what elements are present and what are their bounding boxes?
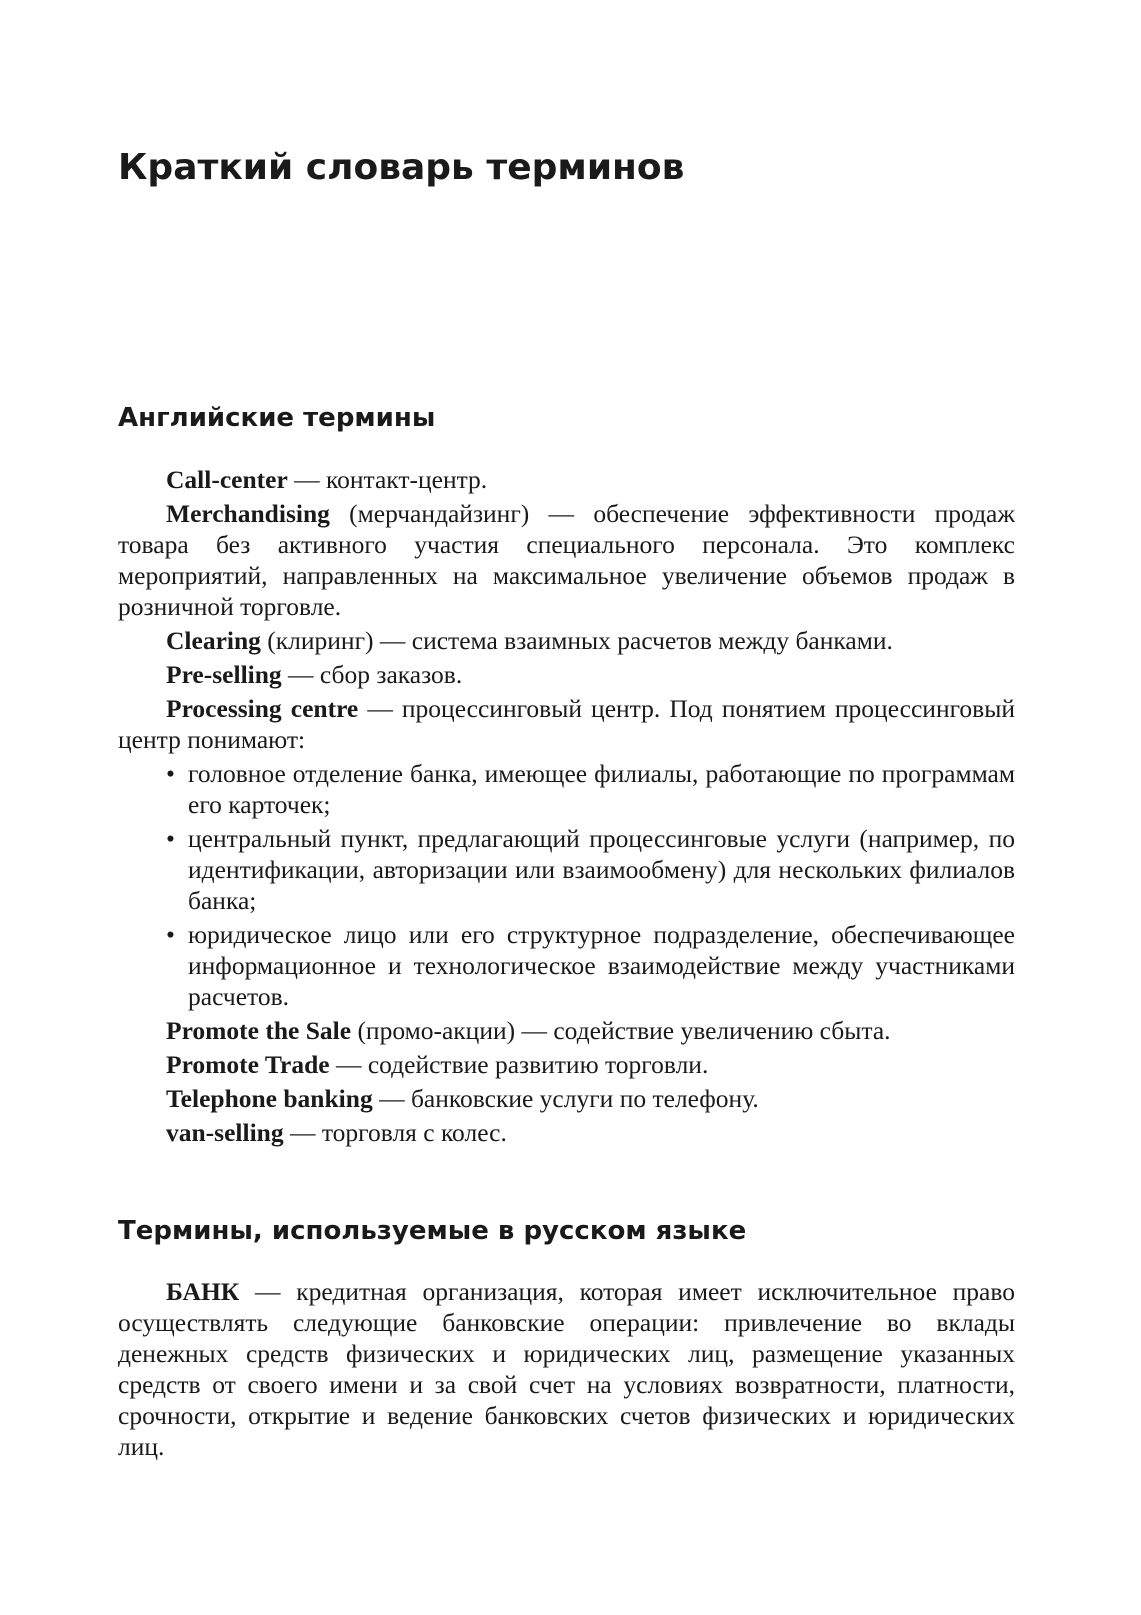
list-item: [118, 919, 1015, 1012]
section-heading-russian: Термины, используемые в русском языке: [118, 1216, 747, 1246]
entry-term: Pre-selling: [166, 660, 282, 689]
glossary-entry: [118, 693, 1015, 755]
list-item-text: центральный пункт, предлагающий процессинговые услуги (например, по идентификации, авторизации или взаимообмену) для нескольких филиалов банка;: [188, 824, 1015, 915]
glossary-entry: [118, 659, 1015, 690]
processing-centre-bullet-list: [118, 758, 1015, 1012]
entry-term: Call-center: [166, 465, 288, 494]
list-item: [118, 823, 1015, 916]
russian-terms-list: [118, 1276, 1015, 1465]
glossary-entry: [118, 498, 1015, 622]
entry-term: Merchandising: [166, 499, 330, 528]
entry-definition: — торговля с колес.: [283, 1118, 507, 1147]
glossary-entry: [118, 625, 1015, 656]
entry-definition: (промо-акции) — содействие увеличению сбыта.: [351, 1016, 891, 1045]
entry-term: van-selling: [166, 1118, 284, 1147]
list-item-text: головное отделение банка, имеющее филиалы, работающие по программам его карточек;: [188, 759, 1015, 819]
entry-definition: — содействие развитию торговли.: [329, 1050, 709, 1079]
bullet-icon: •: [166, 824, 175, 853]
entry-definition: — сбор заказов.: [281, 660, 463, 689]
bullet-icon: •: [166, 759, 175, 788]
entry-term: Clearing: [166, 626, 261, 655]
entry-term: Processing centre: [166, 694, 359, 723]
page-title: Краткий словарь терминов: [118, 147, 685, 188]
entry-term: Telephone banking: [166, 1084, 373, 1113]
list-item: [118, 758, 1015, 820]
glossary-entry: [118, 1049, 1015, 1080]
english-terms-list: [118, 464, 1015, 1151]
bullet-icon: •: [166, 920, 175, 949]
entry-definition: — контакт-центр.: [287, 465, 488, 494]
glossary-entry: [118, 1015, 1015, 1046]
section-heading-english: Английские термины: [118, 403, 436, 433]
entry-definition: — кредитная организация, которая имеет исключительное право осуществлять следующие банковские операции: привлечение во вклады денежных средств физических и юридических лиц, размещение указанных средств от своего имени и за свой счет на условиях возвратности, платности, срочности, открытие и ведение банковских счетов физических и юридических лиц.: [118, 1277, 1015, 1461]
list-item-text: юридическое лицо или его структурное подразделение, обеспечивающее информационное и технологическое взаимодействие между участниками расчетов.: [188, 920, 1015, 1011]
entry-definition: — банковские услуги по телефону.: [372, 1084, 759, 1113]
glossary-entry: [118, 1276, 1015, 1462]
entry-term: БАНК: [166, 1277, 240, 1306]
glossary-entry: [118, 464, 1015, 495]
entry-term: Promote the Sale: [166, 1016, 352, 1045]
glossary-entry: [118, 1117, 1015, 1148]
entry-term: Promote Trade: [166, 1050, 330, 1079]
entry-definition: — процессинговый центр. Под понятием процессинговый центр понимают:: [118, 694, 1015, 754]
glossary-entry: [118, 1083, 1015, 1114]
entry-definition: (мерчандайзинг) — обеспечение эффективности продаж товара без активного участия специального персонала. Это комплекс мероприятий, направленных на максимальное увеличение объемов продаж в розничной торговле.: [118, 499, 1015, 621]
entry-definition: (клиринг) — система взаимных расчетов между банками.: [260, 626, 893, 655]
